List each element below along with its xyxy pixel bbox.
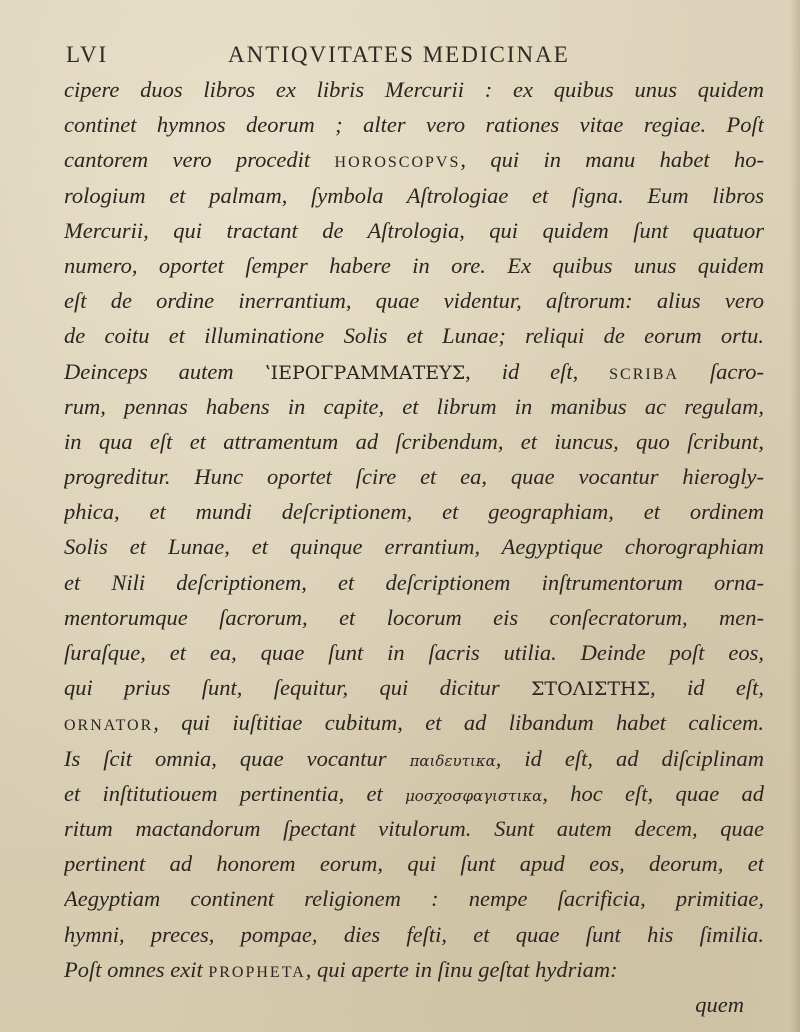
page-edge-shadow <box>790 0 800 1032</box>
text-segment: , qui iuſtitiae cubitum, et ad libandum habet calicem. <box>153 710 764 736</box>
text-line <box>64 529 764 564</box>
text-segment: ſacro- <box>678 358 764 384</box>
text-line <box>64 424 764 459</box>
small-caps-term: SCRIBA <box>609 365 679 383</box>
text-segment: , qui in manu habet ho- <box>460 147 764 173</box>
text-segment: Deinceps autem <box>64 358 265 384</box>
text-line <box>64 354 764 389</box>
small-caps-term: PROPHETA <box>208 963 306 981</box>
text-line <box>64 776 764 811</box>
text-line <box>64 248 764 283</box>
text-line <box>64 670 764 705</box>
text-segment: phica, et mundi deſcriptionem, et geographiam, et ordinem <box>64 499 764 525</box>
text-line <box>64 811 764 846</box>
text-segment: qui prius ſunt, ſequitur, qui dicitur <box>64 675 531 701</box>
text-line <box>64 213 764 248</box>
text-segment: eſt de ordine inerrantium, quae videntur, aſtrorum: alius vero <box>64 288 764 314</box>
text-segment: , id eſt, <box>465 358 610 384</box>
text-line <box>64 494 764 529</box>
body-text <box>64 72 764 1022</box>
text-segment: rum, pennas habens in capite, et librum in manibus ac regulam, <box>64 393 764 419</box>
text-segment: , hoc eſt, quae ad <box>542 780 764 806</box>
greek-term: ʽΙΕΡΟΓΡΑΜΜΑΤΕΥΣ <box>264 361 466 384</box>
small-caps-term: ORNATOR <box>64 717 154 735</box>
text-line <box>64 881 764 916</box>
text-line <box>64 917 764 952</box>
text-segment: Aegyptiam continent religionem : nempe ſacrificia, primitiae, <box>64 886 764 912</box>
text-segment: Poſt omnes exit <box>64 956 209 982</box>
text-line <box>64 952 764 987</box>
text-segment: Solis et Lunae, et quinque errantium, Aegyptique chorographiam <box>64 534 764 560</box>
text-segment: mentorumque ſacrorum, et locorum eis conſecratorum, men- <box>64 604 764 630</box>
text-line <box>64 389 764 424</box>
text-segment: continet hymnos deorum ; alter vero rationes vitae regiae. Poſt <box>64 112 764 138</box>
text-segment: hymni, preces, pompae, dies feſti, et quae ſunt his ſimilia. <box>64 921 764 947</box>
catchword: quem <box>695 991 744 1017</box>
greek-term: ΣΤΟΛΙΣΤΗΣ <box>530 678 651 701</box>
text-segment: , id eſt, <box>650 675 764 701</box>
text-line <box>64 635 764 670</box>
text-segment: cantorem vero procedit <box>64 147 335 173</box>
text-line <box>64 600 764 635</box>
text-segment: ſuraſque, et ea, quae ſunt in ſacris utilia. Deinde poſt eos, <box>64 640 764 665</box>
text-line <box>64 72 764 107</box>
text-line <box>64 107 764 142</box>
greek-term: παιδευτικα <box>409 751 496 770</box>
text-line <box>64 318 764 353</box>
text-segment: cipere duos libros ex libris Mercurii : ex quibus unus quidem <box>64 77 764 102</box>
text-line <box>64 846 764 881</box>
text-line <box>64 283 764 318</box>
text-segment: , id eſt, ad diſciplinam <box>495 745 764 771</box>
text-segment: pertinent ad honorem eorum, qui ſunt apud eos, deorum, et <box>64 851 764 877</box>
text-segment: ritum mactandorum ſpectant vitulorum. Sunt autem decem, quae <box>64 815 764 841</box>
text-line <box>64 565 764 600</box>
text-segment: , qui aperte in ſinu geſtat hydriam: <box>305 956 618 982</box>
text-segment: et inſtitutiouem pertinentia, et <box>64 780 406 806</box>
text-line <box>64 705 764 740</box>
text-segment: in qua eſt et attramentum ad ſcribendum, et iuncus, quo ſcribunt, <box>64 428 764 454</box>
text-line <box>64 459 764 494</box>
page-header <box>66 40 756 74</box>
text-line <box>64 178 764 213</box>
text-segment: Is ſcit omnia, quae vocantur <box>64 745 410 771</box>
text-line <box>64 142 764 177</box>
small-caps-term: HOROSCOPVS <box>334 154 461 172</box>
text-segment: de coitu et illuminatione Solis et Lunae; reliqui de eorum ortu. <box>64 323 764 349</box>
text-segment: Mercurii, qui tractant de Aſtrologia, qui quidem ſunt quatuor <box>64 217 764 243</box>
text-line <box>64 741 764 776</box>
running-title: ANTIQVITATES MEDICINAE <box>228 42 570 67</box>
text-segment: progreditur. Hunc oportet ſcire et ea, quae vocantur hierogly- <box>64 464 764 490</box>
text-segment: numero, oportet ſemper habere in ore. Ex quibus unus quidem <box>64 252 764 278</box>
text-segment: rologium et palmam, ſymbola Aſtrologiae et ſigna. Eum libros <box>64 182 764 208</box>
greek-term: μοσχοσφαγιστικα <box>405 786 543 805</box>
text-segment: et Nili deſcriptionem, et deſcriptionem inſtrumentorum orna- <box>64 569 764 595</box>
page-number: LVI <box>66 42 109 67</box>
